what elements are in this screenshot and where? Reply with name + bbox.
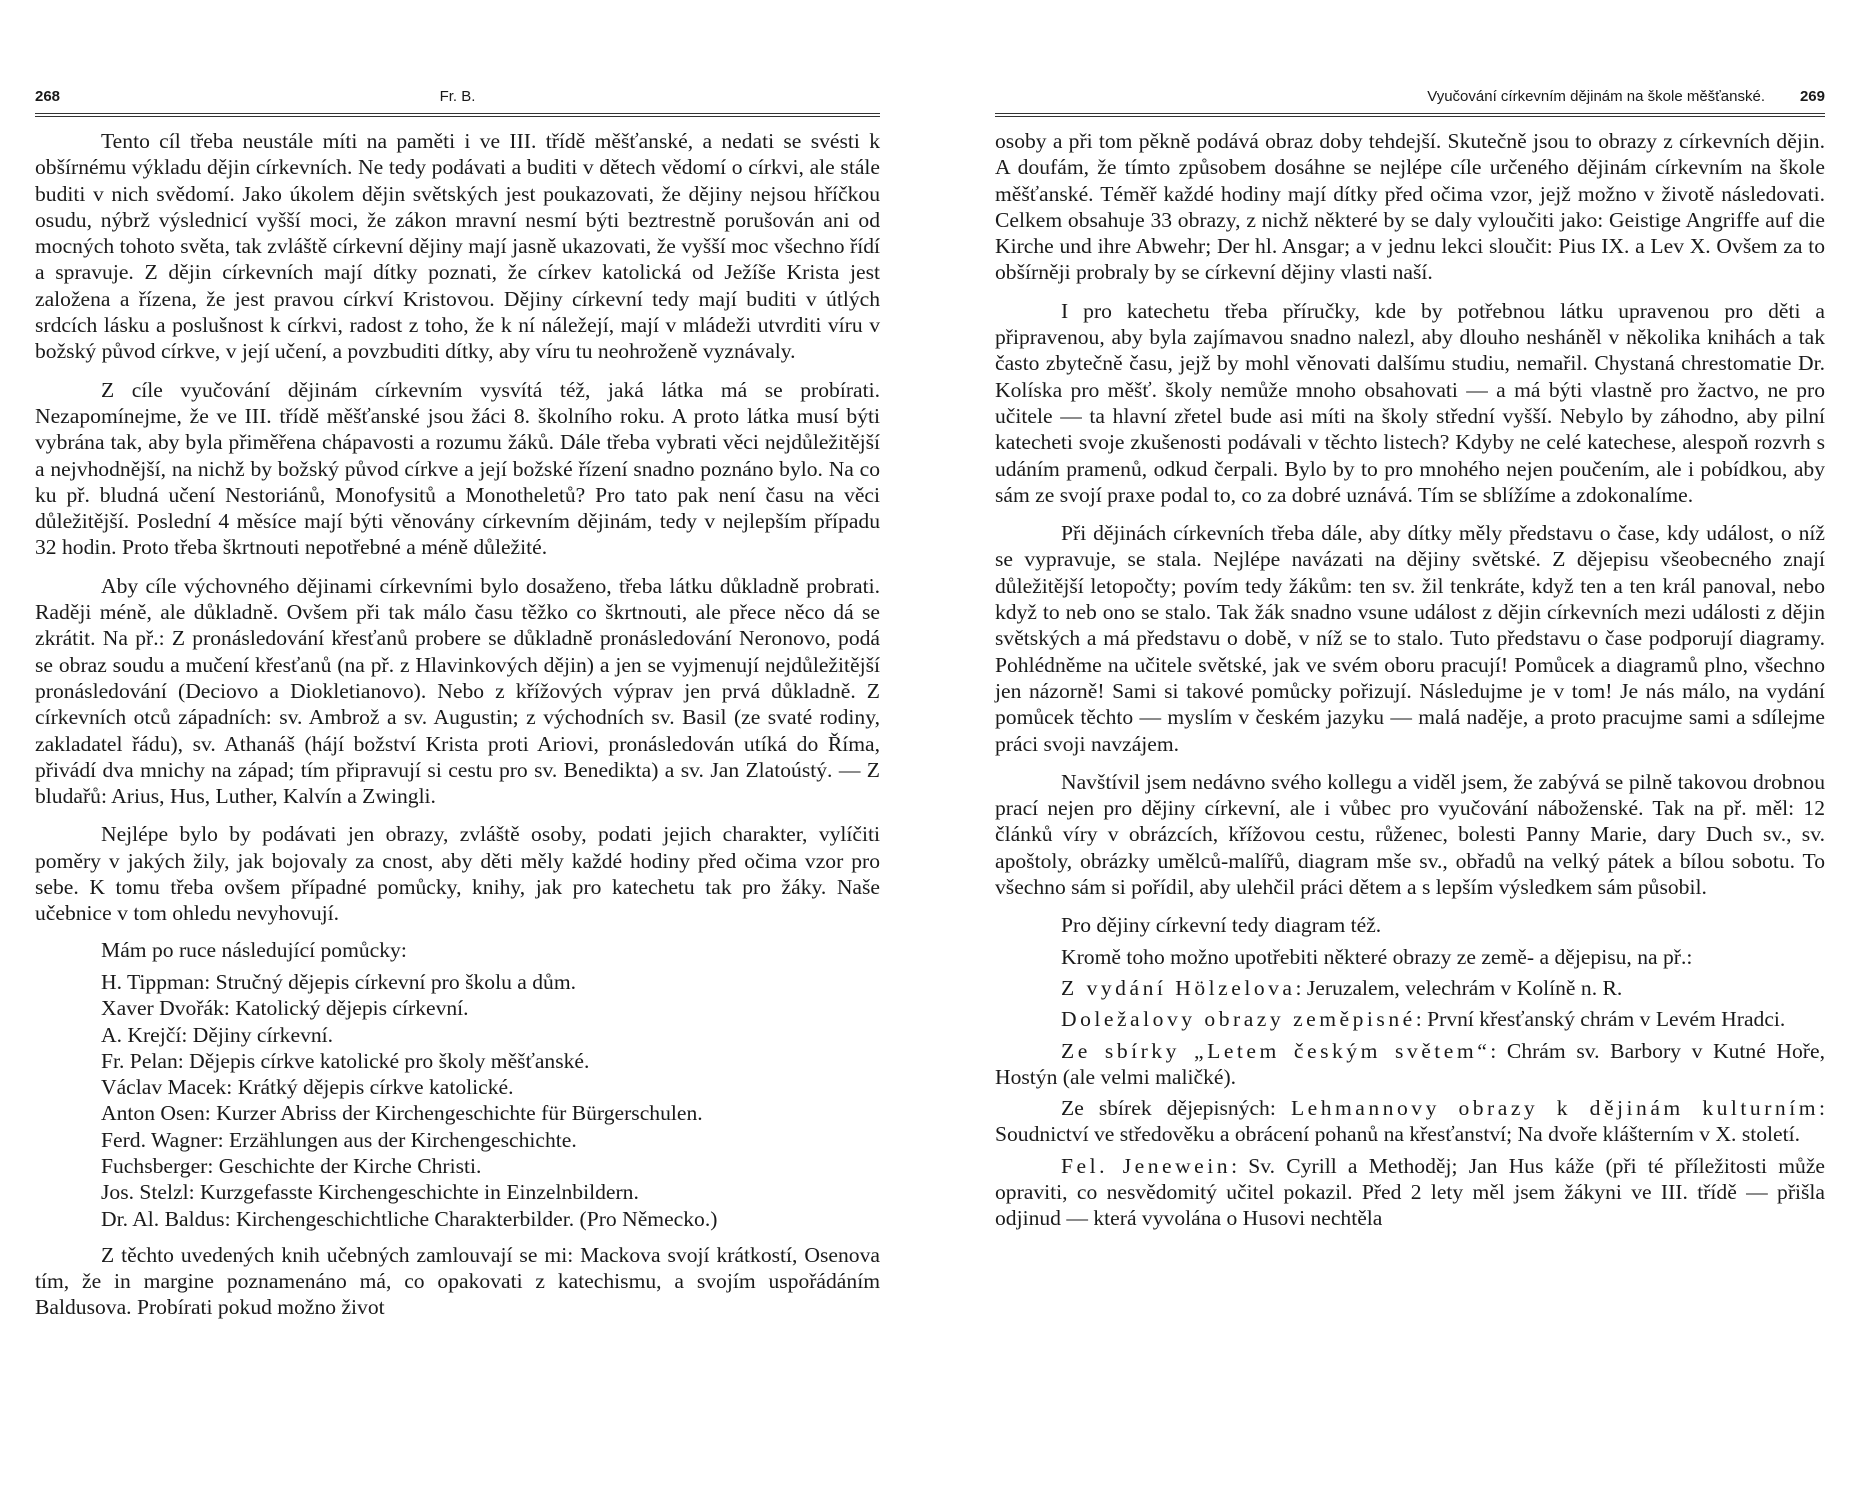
left-page bbox=[35, 0, 880, 1500]
left-running-title: Fr. B. bbox=[439, 88, 476, 105]
right-page-number: 269 bbox=[1799, 88, 1825, 105]
source-lead: Ze sbírek dějepisných: bbox=[1061, 1096, 1291, 1121]
source-detail: : Sv. Cyrill a Methoděj; Jan Hus káže (při té příležitosti může opraviti, co nesvědomitý učitel pokazil. Před 2 lety měl jsem žákyni ve III. třídě — přišla odjinud — která vyvolána o Husovi nechtěla bbox=[995, 1153, 1826, 1231]
list-item: Václav Macek: Krátký dějepis církve katolické. bbox=[101, 1075, 514, 1100]
source-entry bbox=[995, 1095, 1825, 1148]
list-item: H. Tippman: Stručný dějepis církevní pro školu a dům. bbox=[101, 969, 577, 994]
list-intro: Mám po ruce následující pomůcky: bbox=[101, 937, 407, 962]
paragraph: Pro dějiny církevní tedy diagram též. bbox=[1061, 913, 1382, 938]
paragraph: Z těchto uvedených knih učebných zamlouvají se mi: Mackova svojí krátkostí, Osenova tím, že in margine poznamenáno má, co opakovati z katechismu, a svojím uspořádáním Baldusova. Probírati pokud možno život bbox=[35, 1242, 880, 1320]
right-running-title: Vyučování církevním dějinám na škole měšťanské. bbox=[1427, 88, 1765, 105]
source-entry bbox=[995, 1153, 1825, 1232]
paragraph: Aby cíle výchovného dějinami církevními bylo dosaženo, třeba látku důkladně probrati. Raději méně, ale důkladně. Ovšem při tak málo času těžko co škrtnouti, ale přece něco dá se zkrátit. Na př.: Z pronásledování křesťanů probere se důkladně pronásledování Neronovo, podá se obraz soudu a mučení křesťanů (na př. z Hlavinkových dějin) a jen se vyjmenují nejdůležitější pronásledování (Deciovo a Diokletianovo). Nebo z křížových výprav jen prvá důkladně. Z církevních otců západních: sv. Ambrož a sv. Augustin; z východních sv. Basil (ze svaté rodiny, zakladatel řádu), sv. Athanáš (hájí božství Krista proti Ariovi, pronásledován utíká do Říma, přivádí dva mnichy na západ; tím připravují si cestu pro sv. Benedikta) a sv. Jan Zlatoústý. — Z bludařů: Arius, Hus, Luther, Kalvín a Zwingli. bbox=[35, 573, 880, 809]
source-entry bbox=[995, 1006, 1825, 1032]
source-title: Ze sbírky „Letem českým světem“ bbox=[1061, 1038, 1491, 1063]
paragraph: Tento cíl třeba neustále míti na paměti i ve III. třídě měšťanské, a nedati se svésti k obšírnému výkladu dějin církevních. Ne tedy podávati a buditi v dětech vědomí o církvi, ale stále buditi v nich svědomí. Jako úkolem dějin světských jest poukazovati, že dějiny nejsou hříčkou osudu, nýbrž výslednicí vyšší moci, že zákon mravní nesmí býti beztrestně porušován ani od mocných tohoto světa, tak zvláště církevní dějiny mají jasně ukazovati, že vyšší moc všechno řídí a spravuje. Z dějin církevních mají dítky poznati, že církev katolická od Ježíše Krista jest založena a řízena, že jest pravou církví Kristovou. Dějiny církevní tedy mají buditi v útlých srdcích lásku a poslušnost k církvi, radost z toho, že k ní náležejí, mají v mládeži utvrditi víru v božský původ církve, v její učení, a povzbuditi dítky, aby víru tu neohroženě vyznávaly. bbox=[35, 129, 880, 364]
paragraph: Z cíle vyučování dějinám církevním vysvítá též, jaká látka má se probírati. Nezapomínejme, že ve III. třídě měšťanské jsou žáci 8. školního roku. A proto látka musí býti vybrána tak, aby byla přiměřena chápavosti a rozumu žáků. Dále třeba vybrati věci nejdůležitější a nejvhodnější, na nichž by božský původ církve a její božské řízení snadno poznáno bylo. Na co ku př. bludná učení Nestoriánů, Monofysitů a Monotheletů? Pro tato pak není času na věci důležitější. Poslední 4 měsíce mají býti věnovány církevním dějinám, tedy v nejlepším případu 32 hodin. Proto třeba škrtnouti nepotřebné a méně důležité. bbox=[35, 377, 880, 560]
right-running-head bbox=[995, 88, 1825, 110]
source-detail: : Soudnictví ve středověku a obrácení pohanů na křesťanství; Na dvoře klášterním v X. století. bbox=[995, 1096, 1825, 1147]
source-title: Lehmannovy obrazy k dějinám kulturním bbox=[1290, 1096, 1819, 1121]
list-item: A. Krejčí: Dějiny církevní. bbox=[101, 1022, 334, 1047]
source-entry bbox=[995, 1038, 1825, 1091]
source-title: Doležalovy obrazy zeměpisné bbox=[1061, 1007, 1416, 1032]
aids-list bbox=[35, 937, 880, 1232]
list-item: Xaver Dvořák: Katolický dějepis církevní. bbox=[101, 996, 469, 1021]
source-detail: : Chrám sv. Barbory v Kutné Hoře, Hostýn (ale velmi maličké). bbox=[995, 1038, 1825, 1089]
paragraph: osoby a při tom pěkně podává obraz doby tehdejší. Skutečně jsou to obrazy z církevních dějin. A doufám, že tímto způsobem dosáhne se nejlépe cíle určeného dějinám církevním na škole měšťanské. Téměř každé hodiny mají dítky před očima vzor, jejž možno v životě následovati. Celkem obsahuje 33 obrazy, z nichž některé by se daly vyloučiti jako: Geistige Angriffe auf die Kirche und ihre Abwehr; Der hl. Ansgar; a v jednu lekci sloučit: Pius IX. a Lev X. Ovšem za to obšírněji probraly by se církevní dějiny vlasti naší. bbox=[995, 129, 1825, 285]
right-page bbox=[995, 0, 1825, 1500]
left-page-number: 268 bbox=[35, 88, 61, 105]
list-item: Fr. Pelan: Dějepis církve katolické pro školy měšťanské. bbox=[101, 1048, 590, 1073]
left-page-body bbox=[35, 128, 880, 1321]
source-title: Fel. Jenewein bbox=[1061, 1153, 1232, 1178]
left-running-head bbox=[35, 88, 880, 110]
source-title: Z vydání Hölzelova bbox=[1061, 975, 1296, 1000]
source-entry bbox=[995, 975, 1825, 1001]
list-item: Dr. Al. Baldus: Kirchengeschichtliche Charakterbilder. (Pro Německo.) bbox=[101, 1206, 718, 1231]
list-item: Fuchsberger: Geschichte der Kirche Christi. bbox=[101, 1153, 482, 1178]
source-detail: : Jeruzalem, velechrám v Kolíně n. R. bbox=[1295, 975, 1623, 1000]
list-item: Ferd. Wagner: Erzählungen aus der Kirchengeschichte. bbox=[101, 1127, 577, 1152]
list-item: Jos. Stelzl: Kurzgefasste Kirchengeschichte in Einzelnbildern. bbox=[101, 1180, 639, 1205]
paragraph: Nejlépe bylo by podávati jen obrazy, zvláště osoby, podati jejich charakter, vylíčiti poměry v jakých žily, jak bojovaly za cnost, aby děti měly každé hodiny před očima vzor pro sebe. K tomu třeba ovšem případné pomůcky, knihy, jak pro katechetu tak pro žáky. Naše učebnice v tom ohledu nevyhovují. bbox=[35, 822, 880, 926]
list-item: Anton Osen: Kurzer Abriss der Kirchengeschichte für Bürgerschulen. bbox=[101, 1101, 703, 1126]
right-page-body bbox=[995, 128, 1825, 1232]
source-detail: : První křesťanský chrám v Levém Hradci. bbox=[1415, 1007, 1786, 1032]
left-header-rule bbox=[35, 113, 880, 117]
paragraph: Navštívil jsem nedávno svého kollegu a viděl jsem, že zabývá se pilně takovou drobnou prací nejen pro dějiny církevní, ale i vůbec pro vyučování náboženské. Tak na př. měl: 12 článků víry v obrázcích, křížovou cestu, růženec, bolesti Panny Marie, dary Duch sv., sv. apoštoly, obrázky umělců-malířů, diagram mše sv., obřadů na velký pátek a bílou sobotu. To všechno sám si pořídil, aby ulehčil práci dětem a s lepším výsledkem sám působil. bbox=[995, 769, 1825, 900]
right-header-rule bbox=[995, 113, 1825, 117]
paragraph: Při dějinách církevních třeba dále, aby dítky měly představu o čase, kdy událost, o níž se vypravuje, se stala. Nejlépe navázati na dějiny světské. Z dějepisu všeobecného znají důležitější letopočty; povím tedy žákům: ten sv. žil tenkráte, když ten a ten král panoval, nebo když to neb ono se stalo. Tak žák snadno vsune událost z dějin církevních mezi události z dějin světských a má představu o době, v níž se to stalo. Tuto představu o čase podporují diagramy. Pohlédněme na učitele světské, jak ve svém oboru pracují! Pomůcek a diagramů plno, všechno jen názorně! Sami si takové pomůcky pořizují. Následujme je v tom! Je nás málo, na vydání pomůcek těchto — myslím v českém jazyku — malá naděje, a proto pracujme sami a sdílejme práci svoji navzájem. bbox=[995, 521, 1825, 756]
paragraph: Kromě toho možno upotřebiti některé obrazy ze země- a dějepisu, na př.: bbox=[1061, 944, 1693, 969]
paragraph: I pro katechetu třeba příručky, kde by potřebnou látku upravenou pro děti a připravenou, aby byla zajímavou snadno nalezl, aby dlouho nesháněl v několika knihách a tak často zbytečně času, jejž by mohl věnovati dalšímu studiu, nemařil. Chystaná chrestomatie Dr. Kolíska pro měšť. školy nemůže mnoho obsahovati — a má býti vlastně pro žactvo, ne pro učitele — ta hlavní zřetel bude asi míti na školy střední vyšší. Nebylo by záhodno, aby pilní katecheti svoje zkušenosti podávali v těchto listech? Kdyby ne celé katechese, alespoň rozvrh s udáním pramenů, odkud čerpali. Bylo by to pro mnohého nejen poučením, ale i pobídkou, aby sám ze svojí praxe podal to, co za dobré uznává. Tím se sblížíme a zdokonalíme. bbox=[995, 298, 1825, 507]
